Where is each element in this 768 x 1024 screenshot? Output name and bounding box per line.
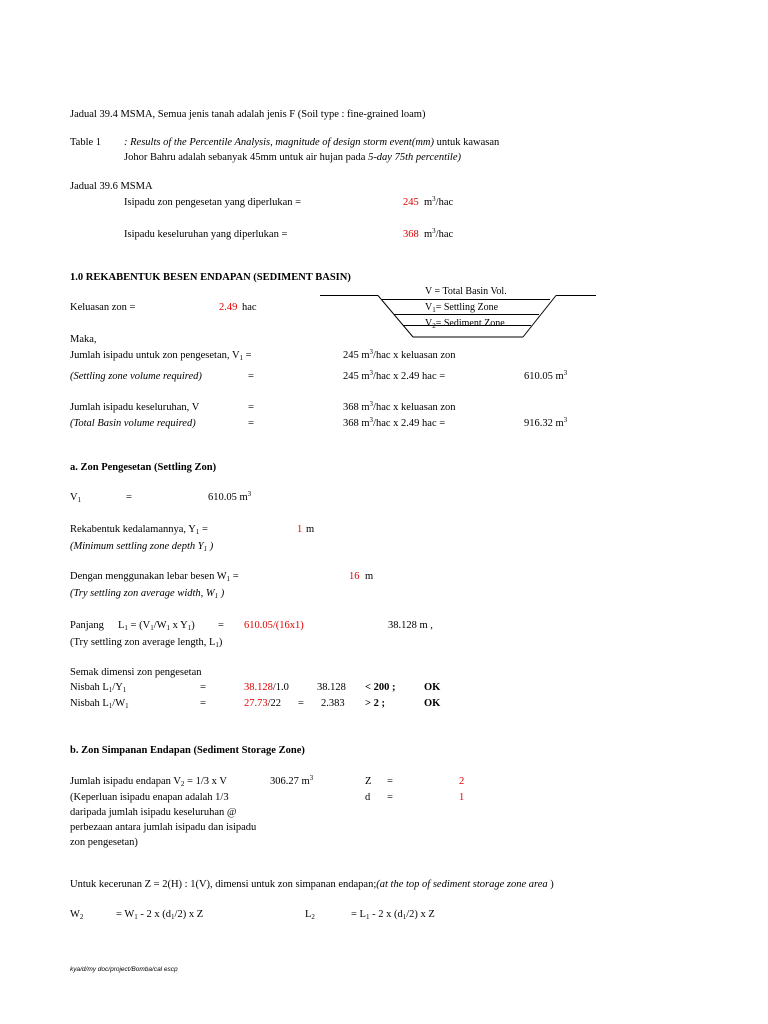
diagram-v1-tail: = Settling Zone [435, 302, 499, 313]
length-l-sub: 1 [124, 624, 128, 632]
length-en-sub: 1 [215, 641, 219, 649]
l2-sub: 2 [311, 913, 315, 921]
settle-volume-value: 245 [403, 197, 419, 208]
footer-file-path: kya/d/my doc/project/Bomba/cal escp [70, 966, 178, 973]
width-sub: 1 [226, 575, 231, 583]
length-result [388, 621, 433, 632]
width-en [70, 589, 224, 600]
length-en-tail: ) [218, 637, 223, 648]
note-line1: (Keperluan isipadu enapan adalah 1/3 [70, 792, 229, 803]
total-volume-row: Jumlah isipadu keseluruhan, V [70, 402, 200, 413]
width-row [70, 572, 239, 583]
row3-value [343, 400, 456, 414]
row2-result: 610.05 [524, 371, 553, 382]
z-label: Z [365, 776, 372, 787]
v1-letter: V [70, 492, 78, 503]
width-en-sub: 1 [214, 592, 219, 600]
length-en [70, 638, 222, 649]
v1-label [70, 493, 81, 504]
row1-value [343, 348, 456, 362]
w2-formula [116, 910, 203, 921]
v2-text: Jumlah isipadu endapan V [70, 776, 181, 787]
total-unit-tail: /hac [435, 229, 454, 240]
l2-b-sub: 1 [402, 913, 407, 921]
l2-c: /2) x Z [406, 909, 435, 920]
ratio1-ok: OK [424, 682, 441, 693]
table1-line1 [124, 138, 499, 149]
diagram-total-label: V = Total Basin Vol. [425, 286, 507, 297]
v2-unit: m [301, 776, 310, 787]
row3-unit-a: m [361, 402, 370, 413]
row2-result-sup: 3 [563, 369, 568, 377]
settling-volume-result [524, 369, 568, 383]
depth-tail: = [199, 524, 208, 535]
row2-result-unit: m [555, 371, 564, 382]
slope-tail: ) [547, 879, 554, 890]
ratio1-eq: = [200, 682, 206, 693]
width-unit: m [365, 571, 374, 582]
row4-val: 368 [343, 418, 359, 429]
length-l: L [118, 620, 125, 631]
row1-tail: = [243, 350, 252, 361]
table1-line2-italic: 5-day 75th percentile) [368, 152, 461, 163]
row4-eq: = [248, 418, 254, 429]
diagram-v2-sub: 2 [432, 322, 436, 330]
diagram-v2-tail: = Sediment Zone [435, 318, 505, 329]
w2-letter: W [70, 909, 80, 920]
ratio2-sub2: 1 [125, 702, 129, 710]
depth-value: 1 [297, 524, 303, 535]
note-line2: daripada jumlah isipadu keseluruhan @ [70, 807, 237, 818]
slope-italic: (at the top of sediment storage zone area [376, 879, 548, 890]
settling-volume-row [70, 351, 252, 362]
settle-unit-m: m [424, 197, 433, 208]
w2-c: /2) x Z [174, 909, 204, 920]
sediment-storage-heading: b. Zon Simpanan Endapan (Sediment Storage Zone) [70, 745, 305, 756]
row4-value [343, 416, 446, 430]
ratio2-label [70, 699, 129, 710]
l2-label [305, 910, 315, 921]
depth-text: Rekabentuk kedalamannya, Y [70, 524, 196, 535]
ratio2-eq: = [200, 698, 206, 709]
width-tail: = [230, 571, 239, 582]
ratio1-condition: < 200 ; [365, 682, 396, 693]
length-f: ) [191, 620, 195, 631]
v1-eq: = [126, 492, 132, 503]
width-en-tail: ) [218, 588, 225, 599]
w2-label [70, 910, 83, 921]
l2-b: - 2 x (d [369, 909, 403, 920]
row4-result-sup: 3 [563, 416, 568, 424]
row1-unit-sup: 3 [369, 348, 374, 356]
depth-en-text: (Minimum settling zone depth Y [70, 541, 204, 552]
ratio2-red: 27.73 [244, 698, 268, 709]
length-eq: = [218, 620, 224, 631]
row1-unit-b: /hac x keluasan zon [373, 350, 456, 361]
w2-eq-sub: 1 [134, 913, 138, 921]
z-eq: = [387, 776, 393, 787]
length-en-text: (Try settling zon average length, L [70, 637, 216, 648]
right-slope-line [523, 296, 556, 338]
length-result-unit: m , [419, 620, 433, 631]
width-value: 16 [349, 571, 360, 582]
ratio1-formula [244, 683, 289, 694]
settling-zone-heading: a. Zon Pengesetan (Settling Zon) [70, 462, 217, 473]
row2-unit-b: /hac x 2.49 hac = [373, 371, 446, 382]
ratio1-b: /Y [112, 682, 123, 693]
ratio1-sub1: 1 [108, 686, 113, 694]
total-unit-m: m [424, 229, 433, 240]
slope-statement [70, 880, 554, 891]
slope-text: Untuk kecerunan Z = 2(H) : 1(V), dimensi untuk zon simpanan endapan; [70, 879, 377, 890]
section1-heading: 1.0 REKABENTUK BESEN ENDAPAN (SEDIMENT BASIN) [70, 272, 351, 283]
ratio1-label [70, 683, 126, 694]
v1-value [208, 490, 252, 504]
w2-eq: = W [116, 909, 135, 920]
total-volume-text: Isipadu keseluruhan yang diperlukan = [124, 229, 288, 240]
total-volume-en: (Total Basin volume required) [70, 418, 196, 429]
left-slope-line [378, 296, 413, 338]
check-title: Semak dimensi zon pengesetan [70, 667, 202, 678]
v2-tail: = 1/3 x V [184, 776, 227, 787]
row1-sub: 1 [239, 354, 244, 362]
length-d: /W [153, 620, 167, 631]
l2-formula [351, 910, 435, 921]
v1-unit: m [239, 492, 248, 503]
ratio2-a: Nisbah L [70, 698, 109, 709]
settle-unit-sup: 3 [432, 195, 436, 203]
area-unit: hac [242, 302, 257, 313]
width-text: Dengan menggunakan lebar besen W [70, 571, 227, 582]
row2-eq: = [248, 371, 254, 382]
row3-unit-sup: 3 [369, 400, 374, 408]
total-volume-result [524, 416, 568, 430]
row2-unit-a: m [361, 371, 370, 382]
total-volume-unit [424, 227, 454, 241]
depth-sub: 1 [195, 528, 200, 536]
depth-unit: m [306, 524, 315, 535]
length-label: Panjang [70, 620, 104, 631]
table1-line2 [124, 153, 461, 164]
d-label: d [365, 792, 371, 803]
row4-unit-a: m [361, 418, 370, 429]
width-en-text: (Try settling zon average width, W [70, 588, 215, 599]
depth-en [70, 542, 213, 553]
row3-unit-b: /hac x keluasan zon [373, 402, 456, 413]
ratio1-result: 38.128 [317, 682, 346, 693]
length-c: = (V [127, 620, 151, 631]
ratio2-formula [244, 699, 281, 710]
d-eq: = [387, 792, 393, 803]
ratio1-a: Nisbah L [70, 682, 109, 693]
settle-volume-unit [424, 195, 454, 209]
total-volume-value: 368 [403, 229, 419, 240]
ratio1-sub2: 1 [122, 686, 127, 694]
l2-letter: L [305, 909, 312, 920]
settle-volume-text: Isipadu zon pengesetan yang diperlukan = [124, 197, 302, 208]
settle-unit-tail: /hac [435, 197, 454, 208]
total-unit-sup: 3 [432, 227, 436, 235]
v2-sup: 3 [309, 774, 314, 782]
ratio2-b: /W [112, 698, 126, 709]
table1-line2-text: Johor Bahru adalah sebanyak 45mm untuk air hujan pada [124, 152, 369, 163]
diagram-sediment-label [425, 319, 505, 329]
ratio2-ok: OK [424, 698, 441, 709]
length-formula-symbolic [118, 621, 195, 632]
ratio2-sub1: 1 [108, 702, 113, 710]
l2-eq: = L [351, 909, 366, 920]
depth-en-sub: 1 [203, 545, 208, 553]
length-result-val: 38.128 [388, 620, 417, 631]
w2-sub: 2 [79, 913, 84, 921]
length-e-sub: 1 [187, 624, 192, 632]
v2-sub: 2 [180, 780, 185, 788]
ratio1-black: /1.0 [272, 682, 289, 693]
row4-unit-b: /hac x 2.49 hac = [373, 418, 446, 429]
row2-value [343, 369, 446, 383]
diagram-v1-sub: 1 [432, 306, 436, 314]
w2-b-sub: 1 [171, 913, 175, 921]
ratio2-result: 2.383 [321, 698, 345, 709]
row4-result: 916.32 [524, 418, 553, 429]
v1-sup: 3 [247, 490, 252, 498]
diagram-v1: V [425, 302, 433, 313]
length-e: x Y [170, 620, 188, 631]
row1-unit-a: m [361, 350, 370, 361]
table1-label: Table 1 [70, 137, 102, 148]
row2-val: 245 [343, 371, 359, 382]
row1-val: 245 [343, 350, 359, 361]
v1-val: 610.05 [208, 492, 237, 503]
table1-line1-italic: : Results of the Percentile Analysis, magnitude of design storm event(mm) [124, 137, 434, 148]
v2-value [270, 774, 314, 788]
note-line4: zon pengesetan) [70, 837, 138, 848]
row4-unit-sup: 3 [369, 416, 374, 424]
length-formula-numeric: 610.05/(16x1) [244, 620, 304, 631]
jadual-39-6-label: Jadual 39.6 MSMA [70, 181, 153, 192]
length-d-sub: 1 [166, 624, 171, 632]
depth-row [70, 525, 208, 536]
row3-eq: = [248, 402, 254, 413]
intro-soil-line: Jadual 39.4 MSMA, Semua jenis tanah adalah jenis F (Soil type : fine-grained loam) [70, 109, 426, 120]
ratio2-eq2: = [298, 698, 304, 709]
ratio2-condition: > 2 ; [365, 698, 385, 709]
l2-eq-sub: 1 [365, 913, 370, 921]
row4-result-unit: m [555, 418, 564, 429]
depth-en-tail: ) [207, 541, 214, 552]
z-value: 2 [459, 776, 465, 787]
settling-volume-en: (Settling zone volume required) [70, 371, 202, 382]
ratio1-red: 38.128 [244, 682, 273, 693]
table1-line1-tail: untuk kawasan [433, 137, 500, 148]
v1-sub: 1 [77, 496, 82, 504]
diagram-settling-label [425, 303, 498, 313]
area-value: 2.49 [219, 302, 238, 313]
v2-row [70, 777, 227, 788]
diagram-v2: V [425, 318, 433, 329]
length-c-sub: 1 [150, 624, 154, 632]
note-line3: perbezaan antara jumlah isipadu dan isipadu [70, 822, 257, 833]
d-value: 1 [459, 792, 465, 803]
area-label: Keluasan zon = [70, 302, 136, 313]
v2-val: 306.27 [270, 776, 299, 787]
w2-b: - 2 x (d [137, 909, 172, 920]
ratio2-black: /22 [267, 698, 282, 709]
row3-val: 368 [343, 402, 359, 413]
row2-unit-sup: 3 [369, 369, 374, 377]
row1-text: Jumlah isipadu untuk zon pengesetan, V [70, 350, 240, 361]
maka-text: Maka, [70, 334, 97, 345]
